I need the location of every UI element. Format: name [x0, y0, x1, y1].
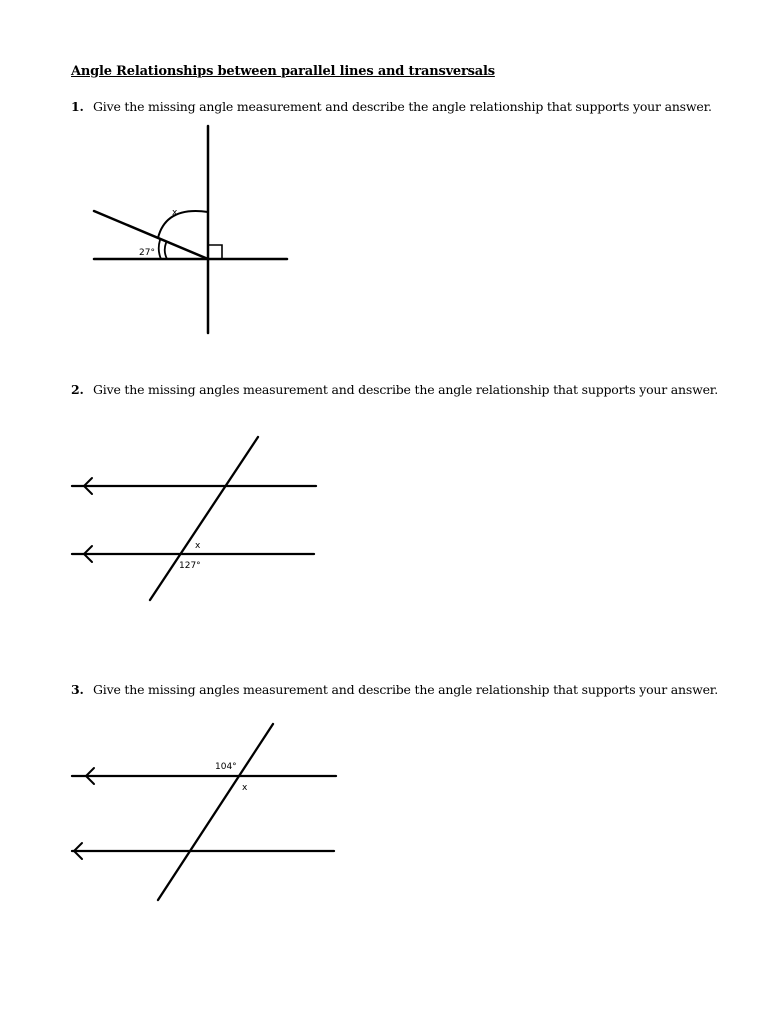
figure-2-label-127: 127°: [179, 561, 201, 571]
figure-3-label-x: x: [242, 783, 248, 793]
figure-1-label-x: x: [172, 208, 178, 218]
figure-2-label-x: x: [195, 541, 201, 551]
question-2-text: Give the missing angles measurement and describe the angle relationship that supports your answer.: [93, 382, 718, 397]
question-2-number: 2.: [71, 382, 84, 397]
question-1-number: 1.: [71, 99, 84, 114]
worksheet-title: Angle Relationships between parallel lines and transversals: [71, 64, 495, 79]
question-1-text: Give the missing angle measurement and describe the angle relationship that supports your answer.: [93, 99, 712, 114]
question-3-text: Give the missing angles measurement and describe the angle relationship that supports your answer.: [93, 682, 718, 697]
figure-1-label-27: 27°: [139, 248, 155, 258]
figure-3-label-104: 104°: [215, 762, 237, 772]
question-3-number: 3.: [71, 682, 84, 697]
figure-3-transversal: [158, 724, 273, 900]
